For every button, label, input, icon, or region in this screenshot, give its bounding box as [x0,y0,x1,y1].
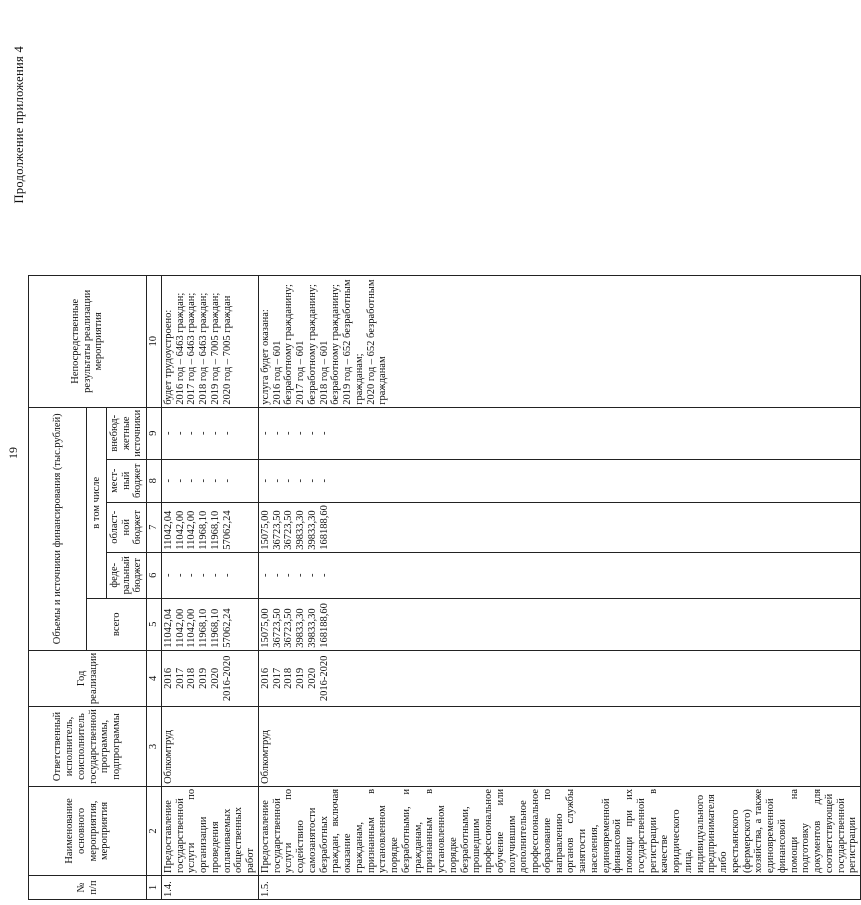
local-value: - [186,479,198,483]
column-number: 6 [147,552,162,598]
offbudget-cell [258,407,860,459]
regional-value: 11968,10 [209,510,221,550]
header-num: № п/п [29,876,147,900]
total-value: 57062,24 [221,608,233,648]
result-line: 2016 год – 6463 граждан; [174,292,186,405]
offbudget-cell [161,407,258,459]
result-line: будет трудоустроено: [162,309,174,405]
local-value: - [209,479,221,483]
year-value: 2018 [283,667,295,689]
column-number: 5 [147,598,162,650]
offbudget-value: - [283,431,295,436]
offbudget-value: - [259,431,271,436]
result-line: 2020 год – 7005 граждан [221,295,233,405]
offbudget-value: - [295,431,306,436]
header-year: Год реализации [29,650,147,706]
federal-cell [258,552,860,598]
column-number: 7 [147,502,162,552]
total-value: 11968,10 [209,608,221,648]
local-cell [258,459,860,502]
column-number: 8 [147,459,162,502]
responsible-executor: Облкомтруд [161,707,258,787]
column-number: 9 [147,407,162,459]
federal-value: - [283,573,295,577]
year-value: 2020 [209,667,221,689]
total-cell [161,598,258,650]
years-cell [258,650,860,706]
header-federal: феде-ральный бюджет [107,552,147,598]
result-line: 2019 год – 652 безработным гражданам; [342,279,365,405]
result-line: 2016 год – 601 безработному гражданину; [271,284,295,405]
table-row [258,275,860,899]
total-value: 11042,04 [162,608,174,648]
result-line: 2017 год – 601 безработному гражданину; [295,284,318,405]
federal-value: - [198,573,209,577]
federal-value: - [221,573,233,577]
regional-value: 36723,50 [283,510,295,550]
regional-value: 39833,30 [295,510,306,550]
local-value: - [283,479,295,483]
column-number: 1 [147,876,162,900]
responsible-executor: Облкомтруд [258,707,860,787]
regional-value: 36723,50 [271,510,283,550]
years-cell [161,650,258,706]
row-number: 1.5. [258,876,860,900]
regional-value: 11042,00 [174,510,186,550]
header-regional: област-ной бюджет [107,502,147,552]
result-line: 2017 год – 6463 граждан; [186,292,198,405]
offbudget-value: - [221,431,233,436]
local-value: - [318,479,330,483]
total-value: 11042,00 [186,608,198,648]
results-cell [161,275,258,407]
offbudget-value: - [209,431,221,436]
local-value: - [295,479,306,483]
local-cell [161,459,258,502]
local-value: - [221,479,233,483]
regional-value: 39833,30 [306,510,318,550]
federal-cell [161,552,258,598]
result-line: 2018 год – 6463 граждан; [198,292,209,405]
regional-cell [161,502,258,552]
result-line: услуга будет оказана: [259,309,271,405]
regional-value: 168188,60 [318,505,330,550]
total-value: 168188,60 [318,603,330,648]
local-value: - [174,479,186,483]
header-name: Наименование основного мероприятия, мероприятия [29,786,147,875]
year-value: 2016 [162,667,174,689]
total-value: 36723,50 [283,608,295,648]
year-value: 2017 [174,667,186,689]
page-number: 19 [6,447,20,459]
row-number: 1.4. [161,876,258,900]
year-value: 2016-2020 [221,655,233,702]
local-value: - [259,479,271,483]
local-value: - [306,479,318,483]
year-value: 2019 [198,667,209,689]
header-responsible: Ответственный исполнитель, соисполнитель государственной программы, подпрограммы [29,707,147,787]
continuation-title: Продолжение приложения 4 [12,46,26,204]
column-number-row [147,275,162,899]
federal-value: - [186,573,198,577]
regional-cell [258,502,860,552]
offbudget-value: - [306,431,318,436]
total-value: 15075,00 [259,608,271,648]
total-value: 36723,50 [271,608,283,648]
column-number: 3 [147,707,162,787]
offbudget-value: - [174,431,186,436]
regional-value: 11968,10 [198,510,209,550]
offbudget-value: - [186,431,198,436]
federal-value: - [306,573,318,577]
financing-table [28,275,861,900]
header-total: всего [87,598,147,650]
year-value: 2019 [295,667,306,689]
regional-value: 11042,00 [186,510,198,550]
federal-value: - [318,573,330,577]
header-financing: Объемы и источники финансирования (тыс.рублей) [29,407,87,650]
federal-value: - [174,573,186,577]
offbudget-value: - [318,431,330,436]
federal-value: - [259,573,271,577]
header-results: Непосредственные результаты реализации мероприятия [29,275,147,407]
result-line: 2020 год – 652 безработным гражданам [365,279,389,405]
measure-name: Предоставление государственной услуги по содействию самозанятости безработных граждан, включая оказание гражданам, признанным в установленном порядке безработными, и гражданам, признанным в установленном порядке безработными, прошедшим профессиональное обучение или получившим дополнительное профессиональное образование по направлению органов службы занятости населения, единовременной финансовой помощи при их государственной регистрации в качестве юридического лица, индивидуального предпринимателя либо крестьянского (фермерского) хозяйства, а также единовременной финансовой помощи на подготовку документов для соответствующей государственной регистрации [258,786,860,875]
regional-value: 57062,24 [221,510,233,550]
result-line: 2018 год – 601 безработному гражданину; [318,284,342,405]
regional-value: 15075,00 [259,510,271,550]
column-number: 4 [147,650,162,706]
regional-value: 11042,04 [162,510,174,550]
total-cell [258,598,860,650]
offbudget-value: - [198,431,209,436]
header-including: в том числе [87,407,107,598]
year-value: 2020 [306,667,318,689]
measure-name: Предоставление государственной услуги по организации проведения оплачиваемых общественных работ [161,786,258,875]
header-row-1 [29,275,87,899]
year-value: 2016-2020 [318,655,330,702]
federal-value: - [209,573,221,577]
offbudget-value: - [271,431,283,436]
header-local: мест-ный бюджет [107,459,147,502]
result-line: 2019 год – 7005 граждан; [209,292,221,405]
total-value: 11042,00 [174,608,186,648]
total-value: 11968,10 [198,608,209,648]
federal-value: - [162,573,174,577]
total-value: 39833,30 [306,608,318,648]
local-value: - [162,479,174,483]
local-value: - [271,479,283,483]
year-value: 2016 [259,667,271,689]
offbudget-value: - [162,431,174,436]
column-number: 2 [147,786,162,875]
year-value: 2017 [271,667,283,689]
table-row [161,275,258,899]
year-value: 2018 [186,667,198,689]
total-value: 39833,30 [295,608,306,648]
header-offbudget: внебюд-жетные источники [107,407,147,459]
federal-value: - [271,573,283,577]
local-value: - [198,479,209,483]
column-number: 10 [147,275,162,407]
federal-value: - [295,573,306,577]
results-cell [258,275,860,407]
